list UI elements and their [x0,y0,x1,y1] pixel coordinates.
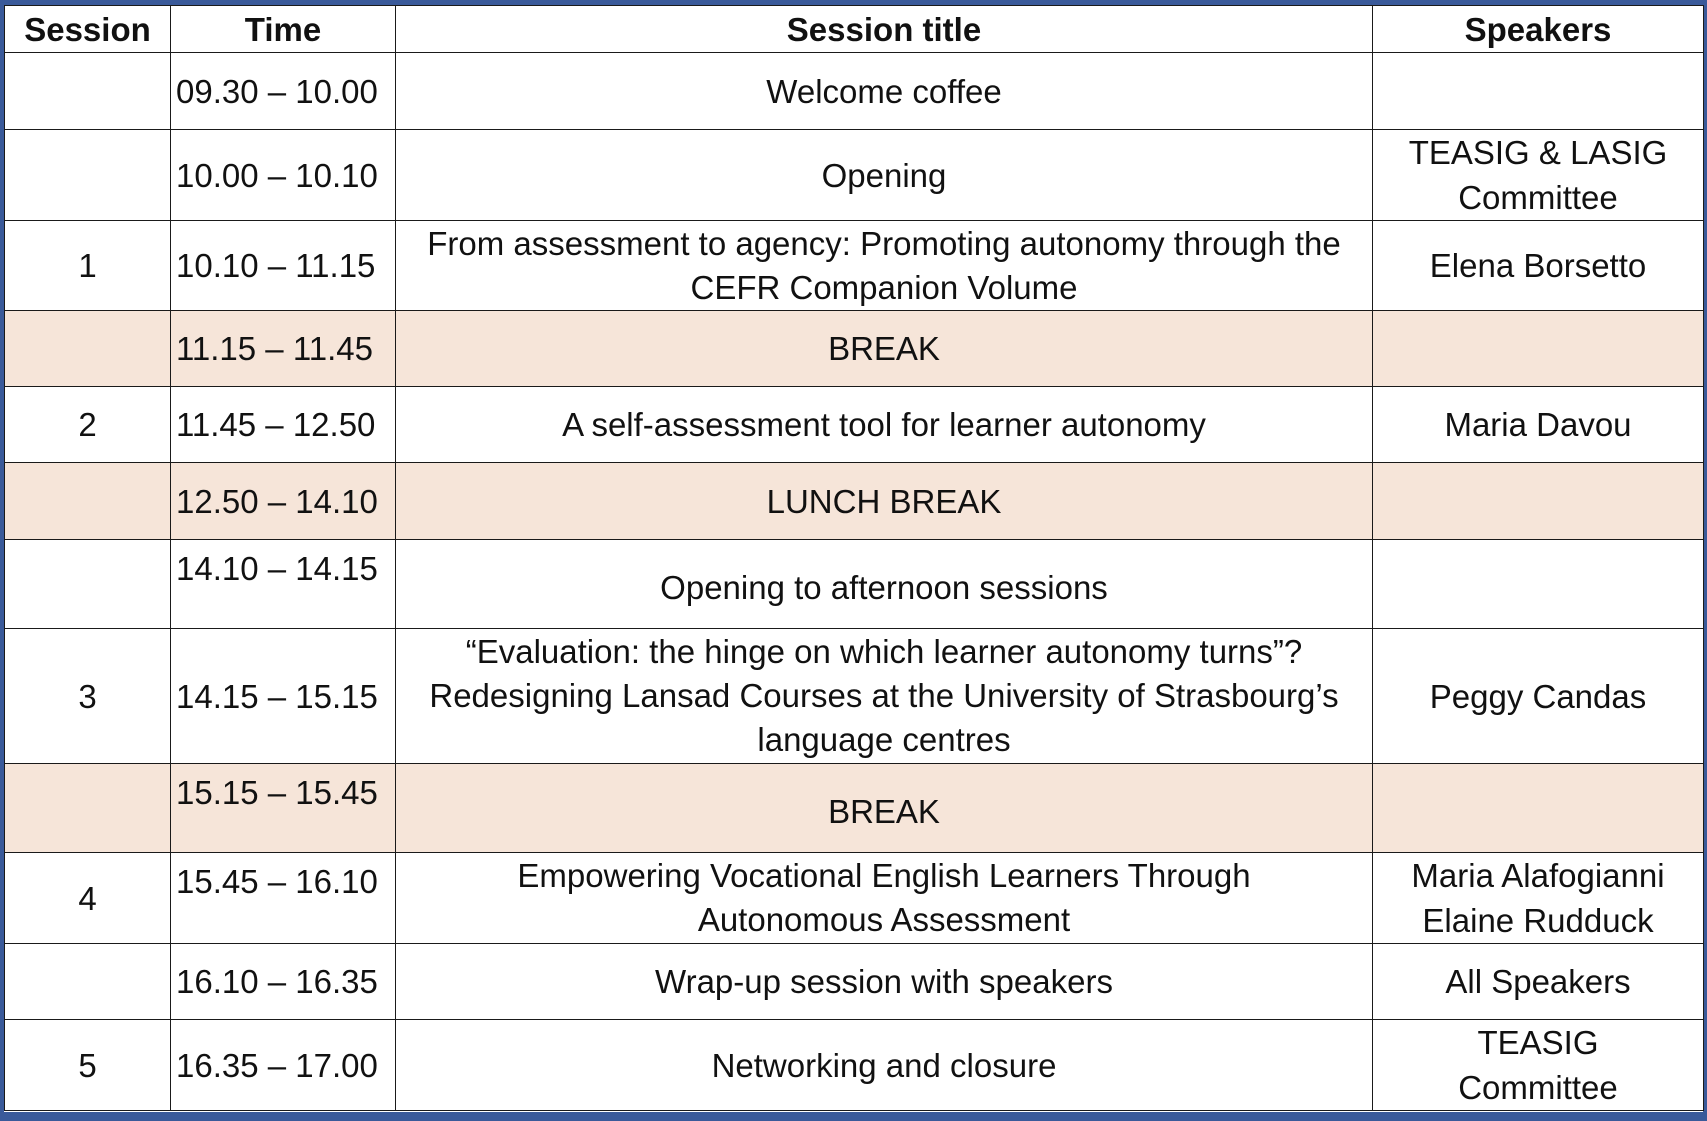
time-slot: 11.45 – 12.50 [171,387,396,463]
session-number: 3 [5,629,171,764]
session-title: Wrap-up session with speakers [396,944,1373,1020]
time-slot: 12.50 – 14.10 [171,463,396,540]
table-row-break [5,311,1704,387]
table-row [5,944,1704,1020]
time-slot [171,764,396,853]
header-speakers: Speakers [1373,6,1704,53]
header-title: Session title [396,6,1373,53]
speaker-name: Peggy Candas [1429,677,1647,715]
table-row-break [5,764,1704,853]
speaker-name: TEASIG [1477,1024,1599,1061]
table-row [5,540,1704,629]
header-time: Time [171,6,396,53]
session-title: Networking and closure [396,1020,1373,1111]
table-row [5,387,1704,463]
speakers [1373,540,1704,629]
session-title: Opening to afternoon sessions [396,540,1373,629]
speakers [1373,387,1704,463]
speaker-name: TEASIG & LASIG [1408,134,1668,171]
session-title: BREAK [396,311,1373,387]
table-row [5,853,1704,944]
session-number: 1 [5,221,171,311]
header-row [5,6,1704,53]
session-title-text: Empowering Vocational English Learners Through Autonomous Assessment [517,857,1251,938]
speakers [1373,130,1704,221]
time-slot [171,540,396,629]
speakers [1373,221,1704,311]
session-title [396,221,1373,311]
speaker-name: Elaine Rudduck [1422,902,1654,939]
speakers [1373,1020,1704,1111]
speakers [1373,629,1704,764]
table-row [5,130,1704,221]
time-slot-text: 15.45 – 16.10 [176,863,378,900]
session-title-text: From assessment to agency: Promoting autonomy through the CEFR Companion Volume [427,224,1341,306]
speakers [1373,311,1704,387]
time-slot: 10.10 – 11.15 [171,221,396,311]
header-session: Session [5,6,171,53]
schedule-frame [4,5,1703,1112]
speakers [1373,764,1704,853]
time-slot: 16.35 – 17.00 [171,1020,396,1111]
speaker-name: Maria Davou [1444,406,1632,443]
speaker-name: Committee [1458,1069,1618,1106]
session-number: 5 [5,1020,171,1111]
time-slot: 16.10 – 16.35 [171,944,396,1020]
speakers [1373,53,1704,130]
session-title: A self-assessment tool for learner autonomy [396,387,1373,463]
time-slot [171,853,396,944]
speaker-name: All Speakers [1445,963,1631,1000]
session-title: LUNCH BREAK [396,463,1373,540]
time-slot-text: 14.10 – 14.15 [176,550,378,587]
session-title [396,853,1373,944]
speaker-name: Elena Borsetto [1429,247,1647,284]
time-slot-text: 15.15 – 15.45 [176,774,378,811]
schedule-table [4,5,1704,1111]
speaker-name: Committee [1458,179,1618,216]
session-title: Welcome coffee [396,53,1373,130]
session-number [5,764,171,853]
session-title [396,629,1373,764]
session-number [5,53,171,130]
table-row [5,1020,1704,1111]
session-number: 2 [5,387,171,463]
time-slot: 11.15 – 11.45 [171,311,396,387]
table-row-break [5,463,1704,540]
speaker-name: Maria Alafogianni [1411,857,1665,894]
table-row [5,221,1704,311]
speakers [1373,944,1704,1020]
time-slot: 14.15 – 15.15 [171,629,396,764]
session-title-text: “Evaluation: the hinge on which learner autonomy turns”? Redesigning Lansad Courses at the University of Strasbourg’s language centres [429,633,1339,758]
speakers [1373,853,1704,944]
session-number [5,944,171,1020]
time-slot: 09.30 – 10.00 [171,53,396,130]
speakers [1373,463,1704,540]
session-number [5,463,171,540]
session-number: 4 [5,853,171,944]
session-number [5,130,171,221]
session-number [5,311,171,387]
time-slot: 10.00 – 10.10 [171,130,396,221]
session-title: BREAK [396,764,1373,853]
table-row [5,53,1704,130]
table-row [5,629,1704,764]
session-title: Opening [396,130,1373,221]
session-number [5,540,171,629]
